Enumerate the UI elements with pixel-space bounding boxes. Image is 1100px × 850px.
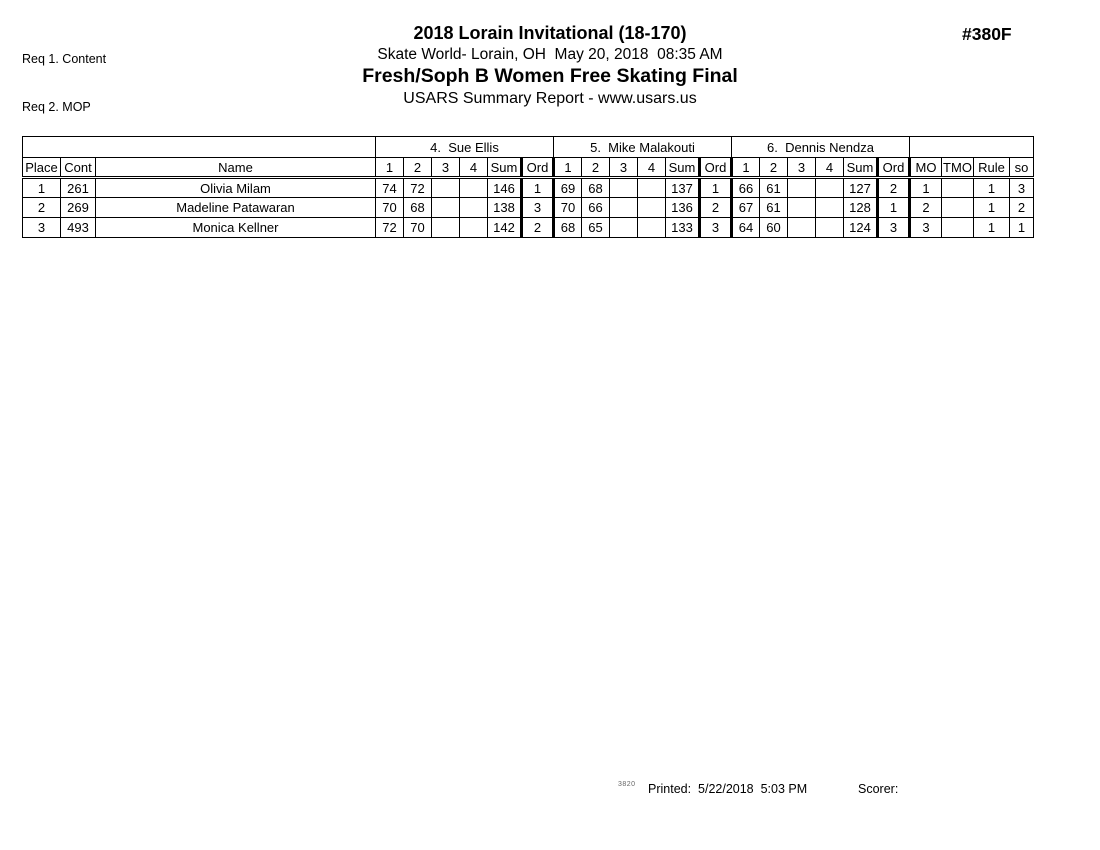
j6-score3-cell [788,178,816,198]
j4-ord-cell: 3 [522,198,554,218]
place-cell: 2 [23,198,61,218]
report-header [0,22,1100,109]
header-tmo: TMO [942,158,974,178]
j5-score3-cell [610,218,638,238]
j6-ord-cell: 3 [878,218,910,238]
header-cont: Cont [61,158,96,178]
judge-6-label: 6. Dennis Nendza [732,137,910,158]
result-row [23,178,1034,198]
j6-score3-cell [788,198,816,218]
j6-score2-cell: 61 [760,178,788,198]
j4-score3-cell [432,198,460,218]
venue-date-line: Skate World- Lorain, OH May 20, 2018 08:35 AM [377,46,723,63]
j5-score1-cell: 69 [554,178,582,198]
mo-cell: 2 [910,198,942,218]
header-j6-4: 4 [816,158,844,178]
header-j6-1: 1 [732,158,760,178]
j6-score4-cell [816,198,844,218]
j6-score3-cell [788,218,816,238]
cont-cell: 493 [61,218,96,238]
j6-score1-cell: 64 [732,218,760,238]
j6-score2-cell: 61 [760,198,788,218]
judge-header-row [23,137,1034,158]
header-j4-2: 2 [404,158,432,178]
footer-printed-timestamp: Printed: 5/22/2018 5:03 PM [648,782,808,796]
mo-cell: 1 [910,178,942,198]
j6-score2-cell: 60 [760,218,788,238]
j4-score4-cell [460,198,488,218]
j6-sum-cell: 127 [844,178,878,198]
place-cell: 3 [23,218,61,238]
header-j4-3: 3 [432,158,460,178]
header-j4-sum: Sum [488,158,522,178]
j6-sum-cell: 128 [844,198,878,218]
cont-cell: 261 [61,178,96,198]
j4-sum-cell: 146 [488,178,522,198]
header-j5-1: 1 [554,158,582,178]
j4-score2-cell: 70 [404,218,432,238]
name-cell: Madeline Patawaran [96,198,376,218]
j4-sum-cell: 142 [488,218,522,238]
results-table [22,136,1034,238]
so-cell: 2 [1010,198,1034,218]
rule-cell: 1 [974,218,1010,238]
so-cell: 1 [1010,218,1034,238]
column-header-row [23,158,1034,178]
judge-4-label: 4. Sue Ellis [376,137,554,158]
header-mo: MO [910,158,942,178]
header-place: Place [23,158,61,178]
j4-sum-cell: 138 [488,198,522,218]
judge-row-spacer-left [23,137,376,158]
j5-score3-cell [610,178,638,198]
header-j5-4: 4 [638,158,666,178]
header-j6-2: 2 [760,158,788,178]
rule-cell: 1 [974,198,1010,218]
header-j5-2: 2 [582,158,610,178]
j5-score1-cell: 70 [554,198,582,218]
j4-score1-cell: 74 [376,178,404,198]
j6-score4-cell [816,218,844,238]
j5-score2-cell: 65 [582,218,610,238]
j4-score3-cell [432,218,460,238]
footer-ref-number: 3820 [618,781,636,788]
header-j4-1: 1 [376,158,404,178]
header-rule: Rule [974,158,1010,178]
j6-score4-cell [816,178,844,198]
tmo-cell [942,198,974,218]
j5-sum-cell: 136 [666,198,700,218]
tmo-cell [942,218,974,238]
tmo-cell [942,178,974,198]
j6-score1-cell: 66 [732,178,760,198]
j4-score3-cell [432,178,460,198]
j4-score4-cell [460,218,488,238]
page-title: 2018 Lorain Invitational (18-170) [413,23,687,43]
j4-ord-cell: 2 [522,218,554,238]
header-j6-sum: Sum [844,158,878,178]
judge-row-spacer-right [910,137,1034,158]
j5-score1-cell: 68 [554,218,582,238]
j6-ord-cell: 2 [878,178,910,198]
j4-score2-cell: 72 [404,178,432,198]
j6-ord-cell: 1 [878,198,910,218]
j4-score4-cell [460,178,488,198]
j5-score2-cell: 68 [582,178,610,198]
event-title: Fresh/Soph B Women Free Skating Final [362,65,738,87]
j5-score4-cell [638,178,666,198]
j5-ord-cell: 1 [700,178,732,198]
result-row [23,218,1034,238]
header-j5-ord: Ord [700,158,732,178]
j5-sum-cell: 133 [666,218,700,238]
j6-sum-cell: 124 [844,218,878,238]
j4-score2-cell: 68 [404,198,432,218]
header-j6-3: 3 [788,158,816,178]
j5-ord-cell: 2 [700,198,732,218]
report-title: USARS Summary Report - www.usars.us [403,90,697,107]
header-j4-4: 4 [460,158,488,178]
judge-5-label: 5. Mike Malakouti [554,137,732,158]
j6-score1-cell: 67 [732,198,760,218]
event-code: #380F [962,24,1012,44]
header-j4-ord: Ord [522,158,554,178]
header-j5-sum: Sum [666,158,700,178]
result-row [23,198,1034,218]
header-j6-ord: Ord [878,158,910,178]
mo-cell: 3 [910,218,942,238]
header-so: so [1010,158,1034,178]
j5-sum-cell: 137 [666,178,700,198]
j5-score2-cell: 66 [582,198,610,218]
place-cell: 1 [23,178,61,198]
j5-ord-cell: 3 [700,218,732,238]
j5-score4-cell [638,198,666,218]
header-j5-3: 3 [610,158,638,178]
cont-cell: 269 [61,198,96,218]
j5-score3-cell [610,198,638,218]
j4-score1-cell: 72 [376,218,404,238]
req-line-1: Req 1. Content [22,52,107,66]
footer-scorer-label: Scorer: [858,782,899,796]
j5-score4-cell [638,218,666,238]
req-line-2: Req 2. MOP [22,100,91,114]
name-cell: Olivia Milam [96,178,376,198]
so-cell: 3 [1010,178,1034,198]
name-cell: Monica Kellner [96,218,376,238]
j4-ord-cell: 1 [522,178,554,198]
j4-score1-cell: 70 [376,198,404,218]
rule-cell: 1 [974,178,1010,198]
header-name: Name [96,158,376,178]
